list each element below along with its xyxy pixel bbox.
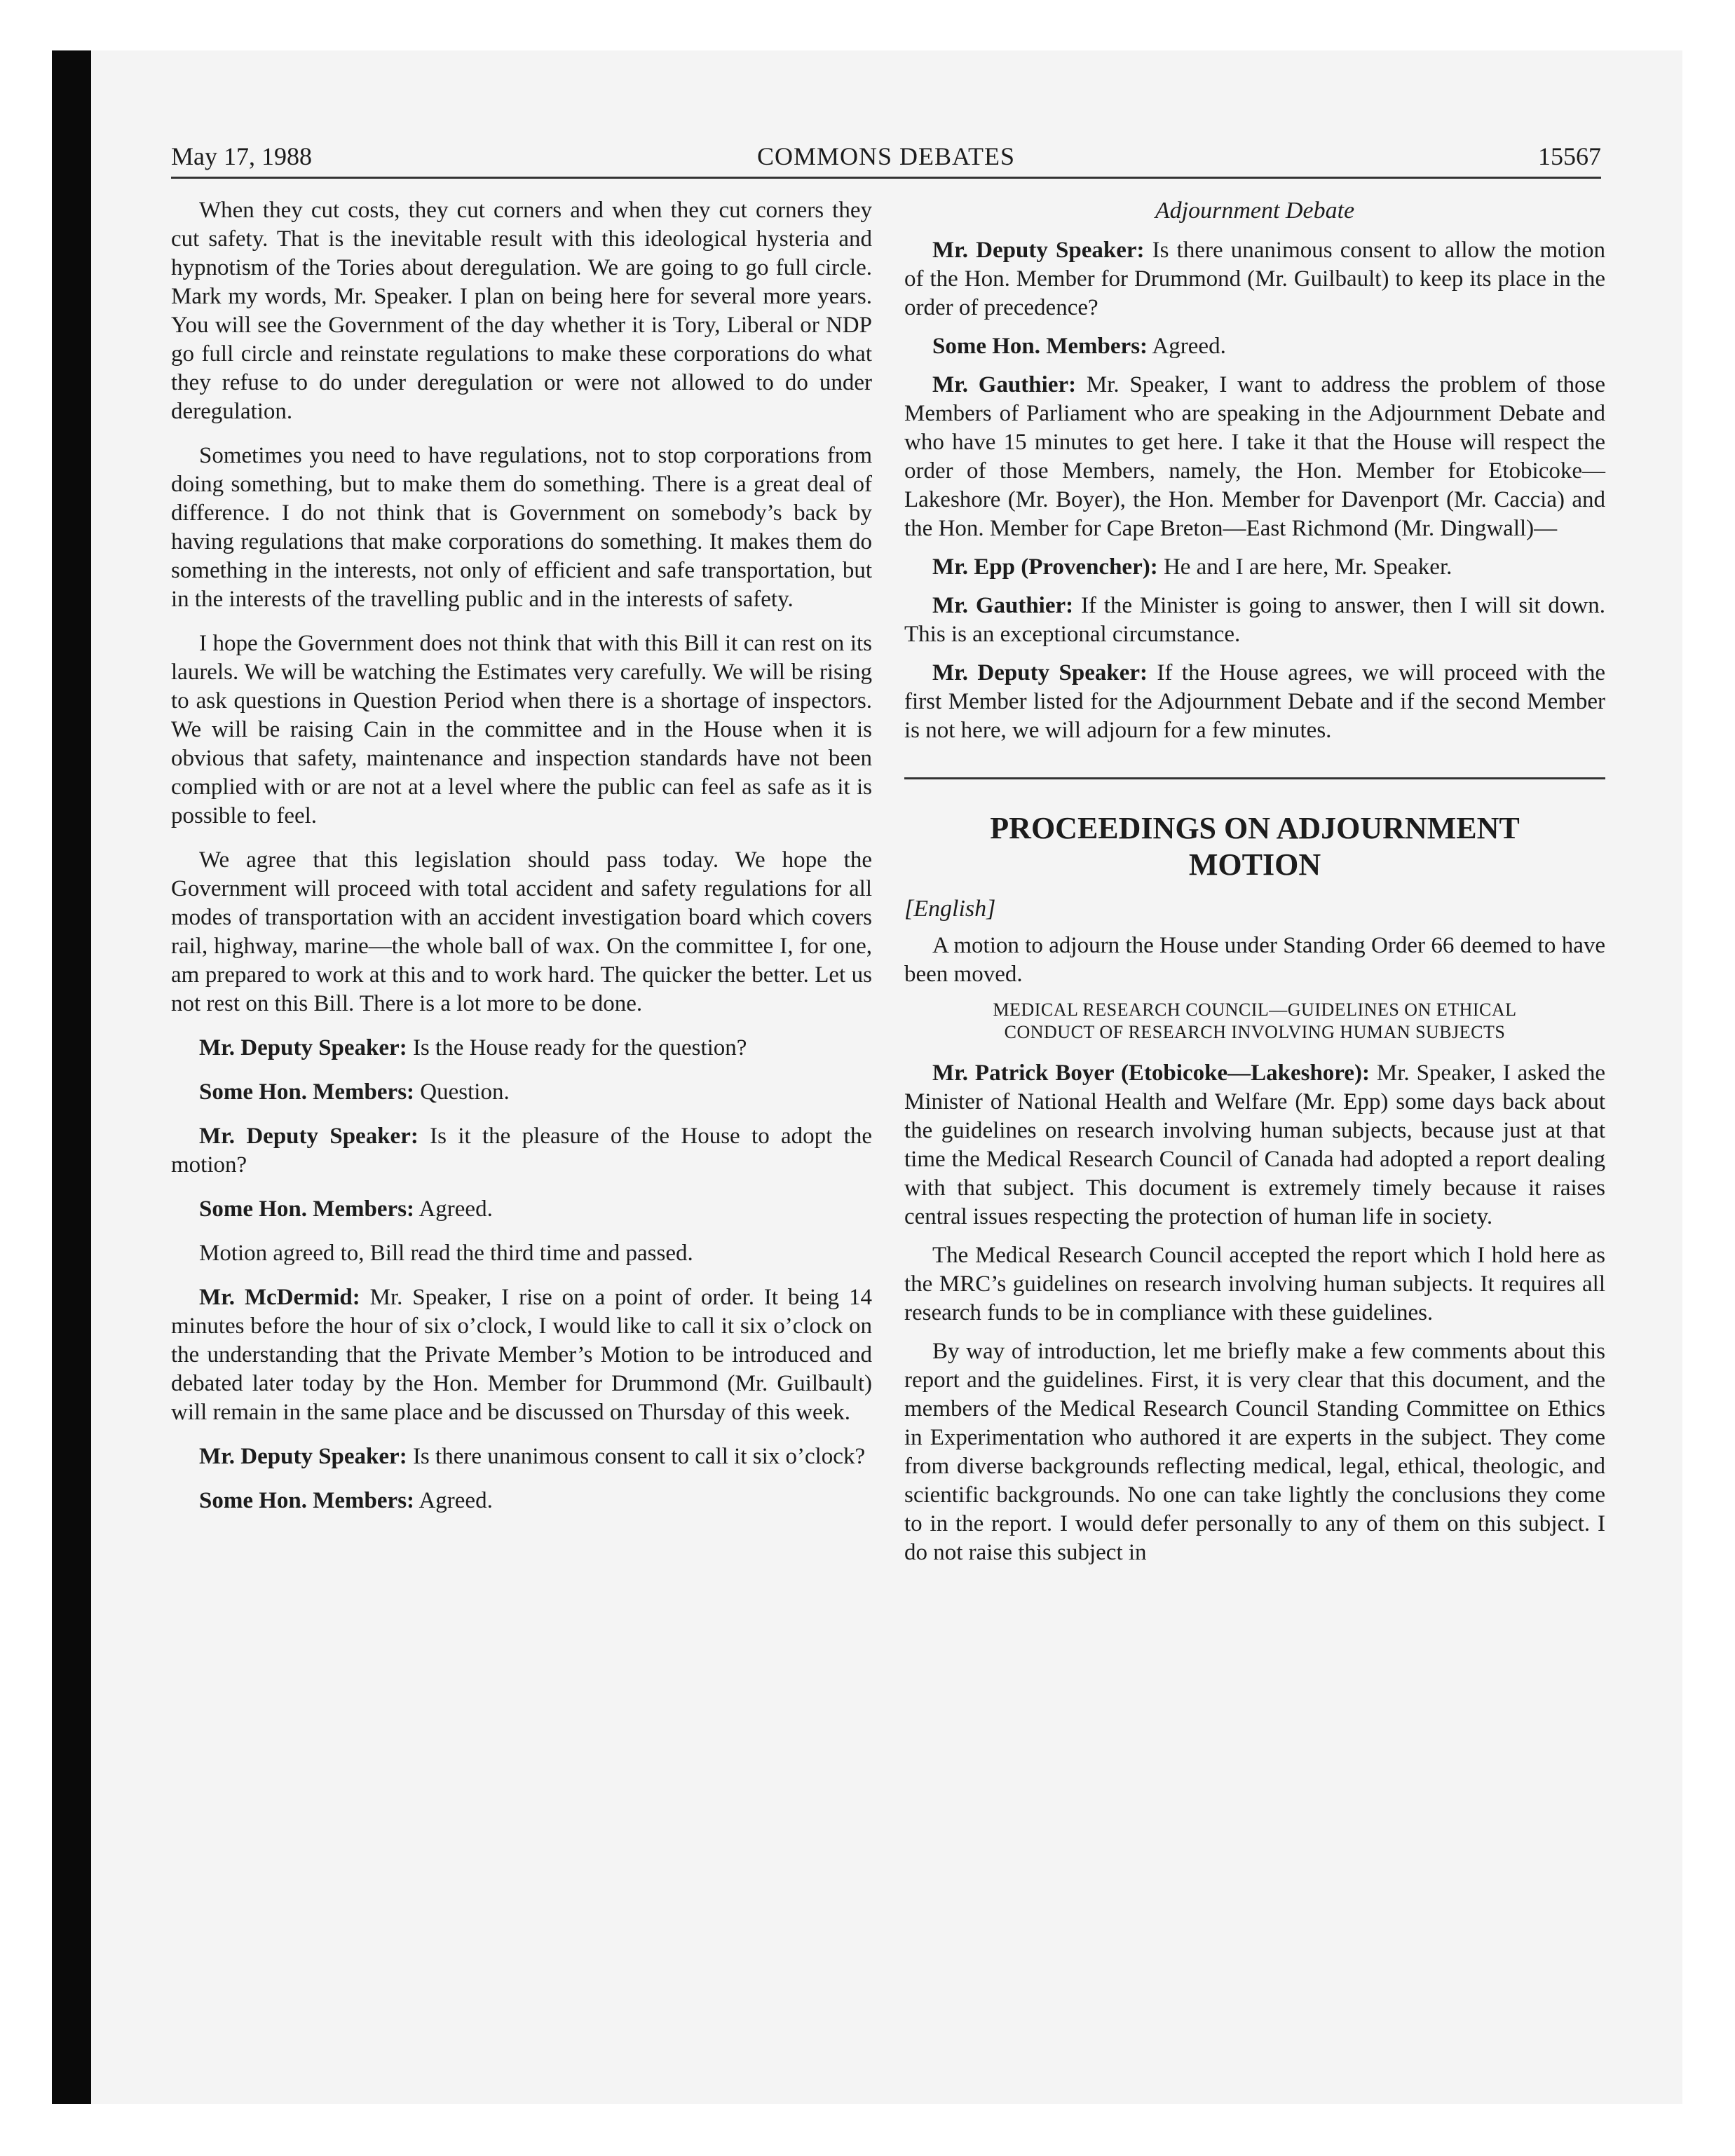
paragraph xyxy=(171,1122,872,1180)
speaker-name: Mr. Epp (Provencher): xyxy=(932,554,1158,580)
header-page-number: 15567 xyxy=(1538,142,1601,170)
subheading-line: CONDUCT OF RESEARCH INVOLVING HUMAN SUBJECTS xyxy=(1004,1022,1506,1042)
paragraph-text: Agreed. xyxy=(414,1488,493,1513)
paragraph-text: Agreed. xyxy=(1148,334,1226,359)
paragraph-text: Sometimes you need to have regulations, not to stop corporations from doing something, but to make them do something. There is a great deal of difference. I do not think that is Government on somebody’s back by having regulations that make corporations do something. It makes them do something in the interests, not only of efficient and safe transportation, but in the interests of the travelling public and in the interests of safety. xyxy=(171,443,872,612)
speaker-name: Mr. Patrick Boyer (Etobicoke—Lakeshore): xyxy=(932,1060,1370,1086)
paragraph xyxy=(171,629,872,831)
paragraph-text: Is there unanimous consent to call it six o’clock? xyxy=(407,1444,866,1469)
paragraph xyxy=(904,332,1605,361)
left-column xyxy=(171,196,872,1531)
speaker-name: Some Hon. Members: xyxy=(199,1196,415,1222)
paragraph xyxy=(171,846,872,1018)
paragraph-text: Is it the pleasure of the House to adopt the motion? xyxy=(171,1124,872,1178)
paragraph xyxy=(904,371,1605,543)
paragraph-text: Agreed. xyxy=(414,1196,493,1222)
paragraph xyxy=(171,1195,872,1224)
paragraph-text: Motion agreed to, Bill read the third time and passed. xyxy=(199,1241,693,1266)
paragraph-text: A motion to adjourn the House under Standing Order 66 deemed to have been moved. xyxy=(904,933,1605,987)
subheading-line: MEDICAL RESEARCH COUNCIL—GUIDELINES ON ETHICAL xyxy=(993,999,1517,1020)
paragraph-text: If the Minister is going to answer, then I will sit down. This is an exceptional circumstance. xyxy=(904,593,1605,647)
paragraph-text: We agree that this legislation should pass today. We hope the Government will proceed with total accident and safety regulations for all modes of transportation with an accident investigation board which covers rail, highway, marine—the whole ball of wax. On the committee I, for one, am prepared to work at this and to work hard. The quicker the better. Let us not rest on this Bill. There is a lot more to be done. xyxy=(171,847,872,1016)
paragraph xyxy=(904,236,1605,322)
speaker-name: Mr. Gauthier: xyxy=(932,593,1074,618)
subheading xyxy=(904,999,1605,1044)
paragraph xyxy=(171,196,872,426)
right-column xyxy=(904,196,1605,1577)
motion-paragraph xyxy=(904,932,1605,989)
paragraph-text: I hope the Government does not think that with this Bill it can rest on its laurels. We will be watching the Estimates very carefully. We will be rising to ask questions in Question Period when there is a shortage of inspectors. We will be raising Cain in the committee and in the House when it is obvious that safety, maintenance and inspection standards have not been complied with or are not at a level where the public can feel as safe as it is possible to feel. xyxy=(171,631,872,828)
paragraph xyxy=(171,1283,872,1427)
paragraph-text: Mr. Speaker, I rise on a point of order. It being 14 minutes before the hour of six o’clock, I would like to call it six o’clock on the understanding that the Private Member’s Motion to be introduced and debated later today by the Hon. Member for Drummond (Mr. Guilbault) will remain in the same place and be discussed on Thursday of this week. xyxy=(171,1285,872,1425)
paragraph xyxy=(171,1239,872,1268)
language-note: [English] xyxy=(904,896,996,922)
speaker-name: Some Hon. Members: xyxy=(199,1079,415,1105)
speaker-name: Mr. Gauthier: xyxy=(932,372,1077,397)
paragraph-text: Question. xyxy=(414,1079,510,1105)
paragraph xyxy=(904,1059,1605,1231)
section-title-line: MOTION xyxy=(1188,847,1321,882)
header-publication: COMMONS DEBATES xyxy=(756,142,1016,170)
speaker-name: Mr. Deputy Speaker: xyxy=(199,1035,407,1060)
page-margin xyxy=(0,0,52,2156)
paragraph xyxy=(904,659,1605,745)
paragraph xyxy=(171,1487,872,1515)
paragraph xyxy=(904,1337,1605,1567)
speaker-name: Mr. McDermid: xyxy=(199,1285,360,1310)
paragraph xyxy=(171,1034,872,1063)
paragraph-text: If the House agrees, we will proceed with the first Member listed for the Adjournment Debate and if the second Member is not here, we will adjourn for a few minutes. xyxy=(904,660,1605,743)
paragraph xyxy=(171,1442,872,1471)
speaker-name: Mr. Deputy Speaker: xyxy=(199,1444,407,1469)
speaker-name: Mr. Deputy Speaker: xyxy=(932,238,1145,263)
paragraph-text: Mr. Speaker, I asked the Minister of National Health and Welfare (Mr. Epp) some days back about the guidelines on research involving human subjects, because just at that time the Medical Research Council of Canada had adopted a report dealing with that subject. This document is extremely timely because it raises central issues respecting the protection of human life in society. xyxy=(904,1060,1605,1229)
paragraph-text: Mr. Speaker, I want to address the problem of those Members of Parliament who are speaking in the Adjournment Debate and who have 15 minutes to get here. I take it that the House will respect the order of those Members, namely, the Hon. Member for Etobicoke—Lakeshore (Mr. Boyer), the Hon. Member for Davenport (Mr. Caccia) and the Hon. Member for Cape Breton—East Richmond (Mr. Dingwall)— xyxy=(904,372,1605,541)
section-divider xyxy=(904,777,1605,779)
paragraph-text: When they cut costs, they cut corners and when they cut corners they cut safety. That is the inevitable result with this ideological hysteria and hypnotism of the Tories about deregulation. We are going to go full circle. Mark my words, Mr. Speaker. I plan on being here for several more years. You will see the Government of the day whether it is Tory, Liberal or NDP go full circle and reinstate regulations to make these corporations do what they refuse to do under deregulation or were not allowed to do under deregulation. xyxy=(171,198,872,424)
speaker-name: Mr. Deputy Speaker: xyxy=(932,660,1148,685)
paragraph-text: Is there unanimous consent to allow the motion of the Hon. Member for Drummond (Mr. Guilbault) to keep its place in the order of precedence? xyxy=(904,238,1605,320)
section-title xyxy=(904,810,1605,883)
paragraph xyxy=(904,592,1605,649)
paragraph xyxy=(904,1241,1605,1328)
paragraph xyxy=(171,442,872,614)
speaker-name: Some Hon. Members: xyxy=(932,334,1148,359)
header-date: May 17, 1988 xyxy=(171,142,312,170)
paragraph xyxy=(904,553,1605,582)
speaker-name: Some Hon. Members: xyxy=(199,1488,415,1513)
running-head: Adjournment Debate xyxy=(1155,198,1355,224)
paragraph xyxy=(171,1078,872,1107)
paragraph-text: The Medical Research Council accepted the report which I hold here as the MRC’s guidelines on research involving human subjects. It requires all research funds to be in compliance with these guidelines. xyxy=(904,1243,1605,1325)
paragraph-text: By way of introduction, let me briefly make a few comments about this report and the guidelines. First, it is very clear that this document, and the members of the Medical Research Council Standing Committee on Ethics in Experimentation who authored it are experts in the subject. They come from diverse backgrounds reflecting medical, legal, ethical, theologic, and scientific backgrounds. No one can take lightly the conclusions they come to in the report. I would defer personally to any of them on this subject. I do not raise this subject in xyxy=(904,1339,1605,1565)
speaker-name: Mr. Deputy Speaker: xyxy=(199,1124,419,1149)
paragraph-text: He and I are here, Mr. Speaker. xyxy=(1157,554,1452,580)
scan-binding-edge xyxy=(52,50,91,2104)
section-title-line: PROCEEDINGS ON ADJOURNMENT xyxy=(990,811,1520,845)
paragraph-text: Is the House ready for the question? xyxy=(407,1035,747,1060)
page-header xyxy=(171,143,1601,179)
